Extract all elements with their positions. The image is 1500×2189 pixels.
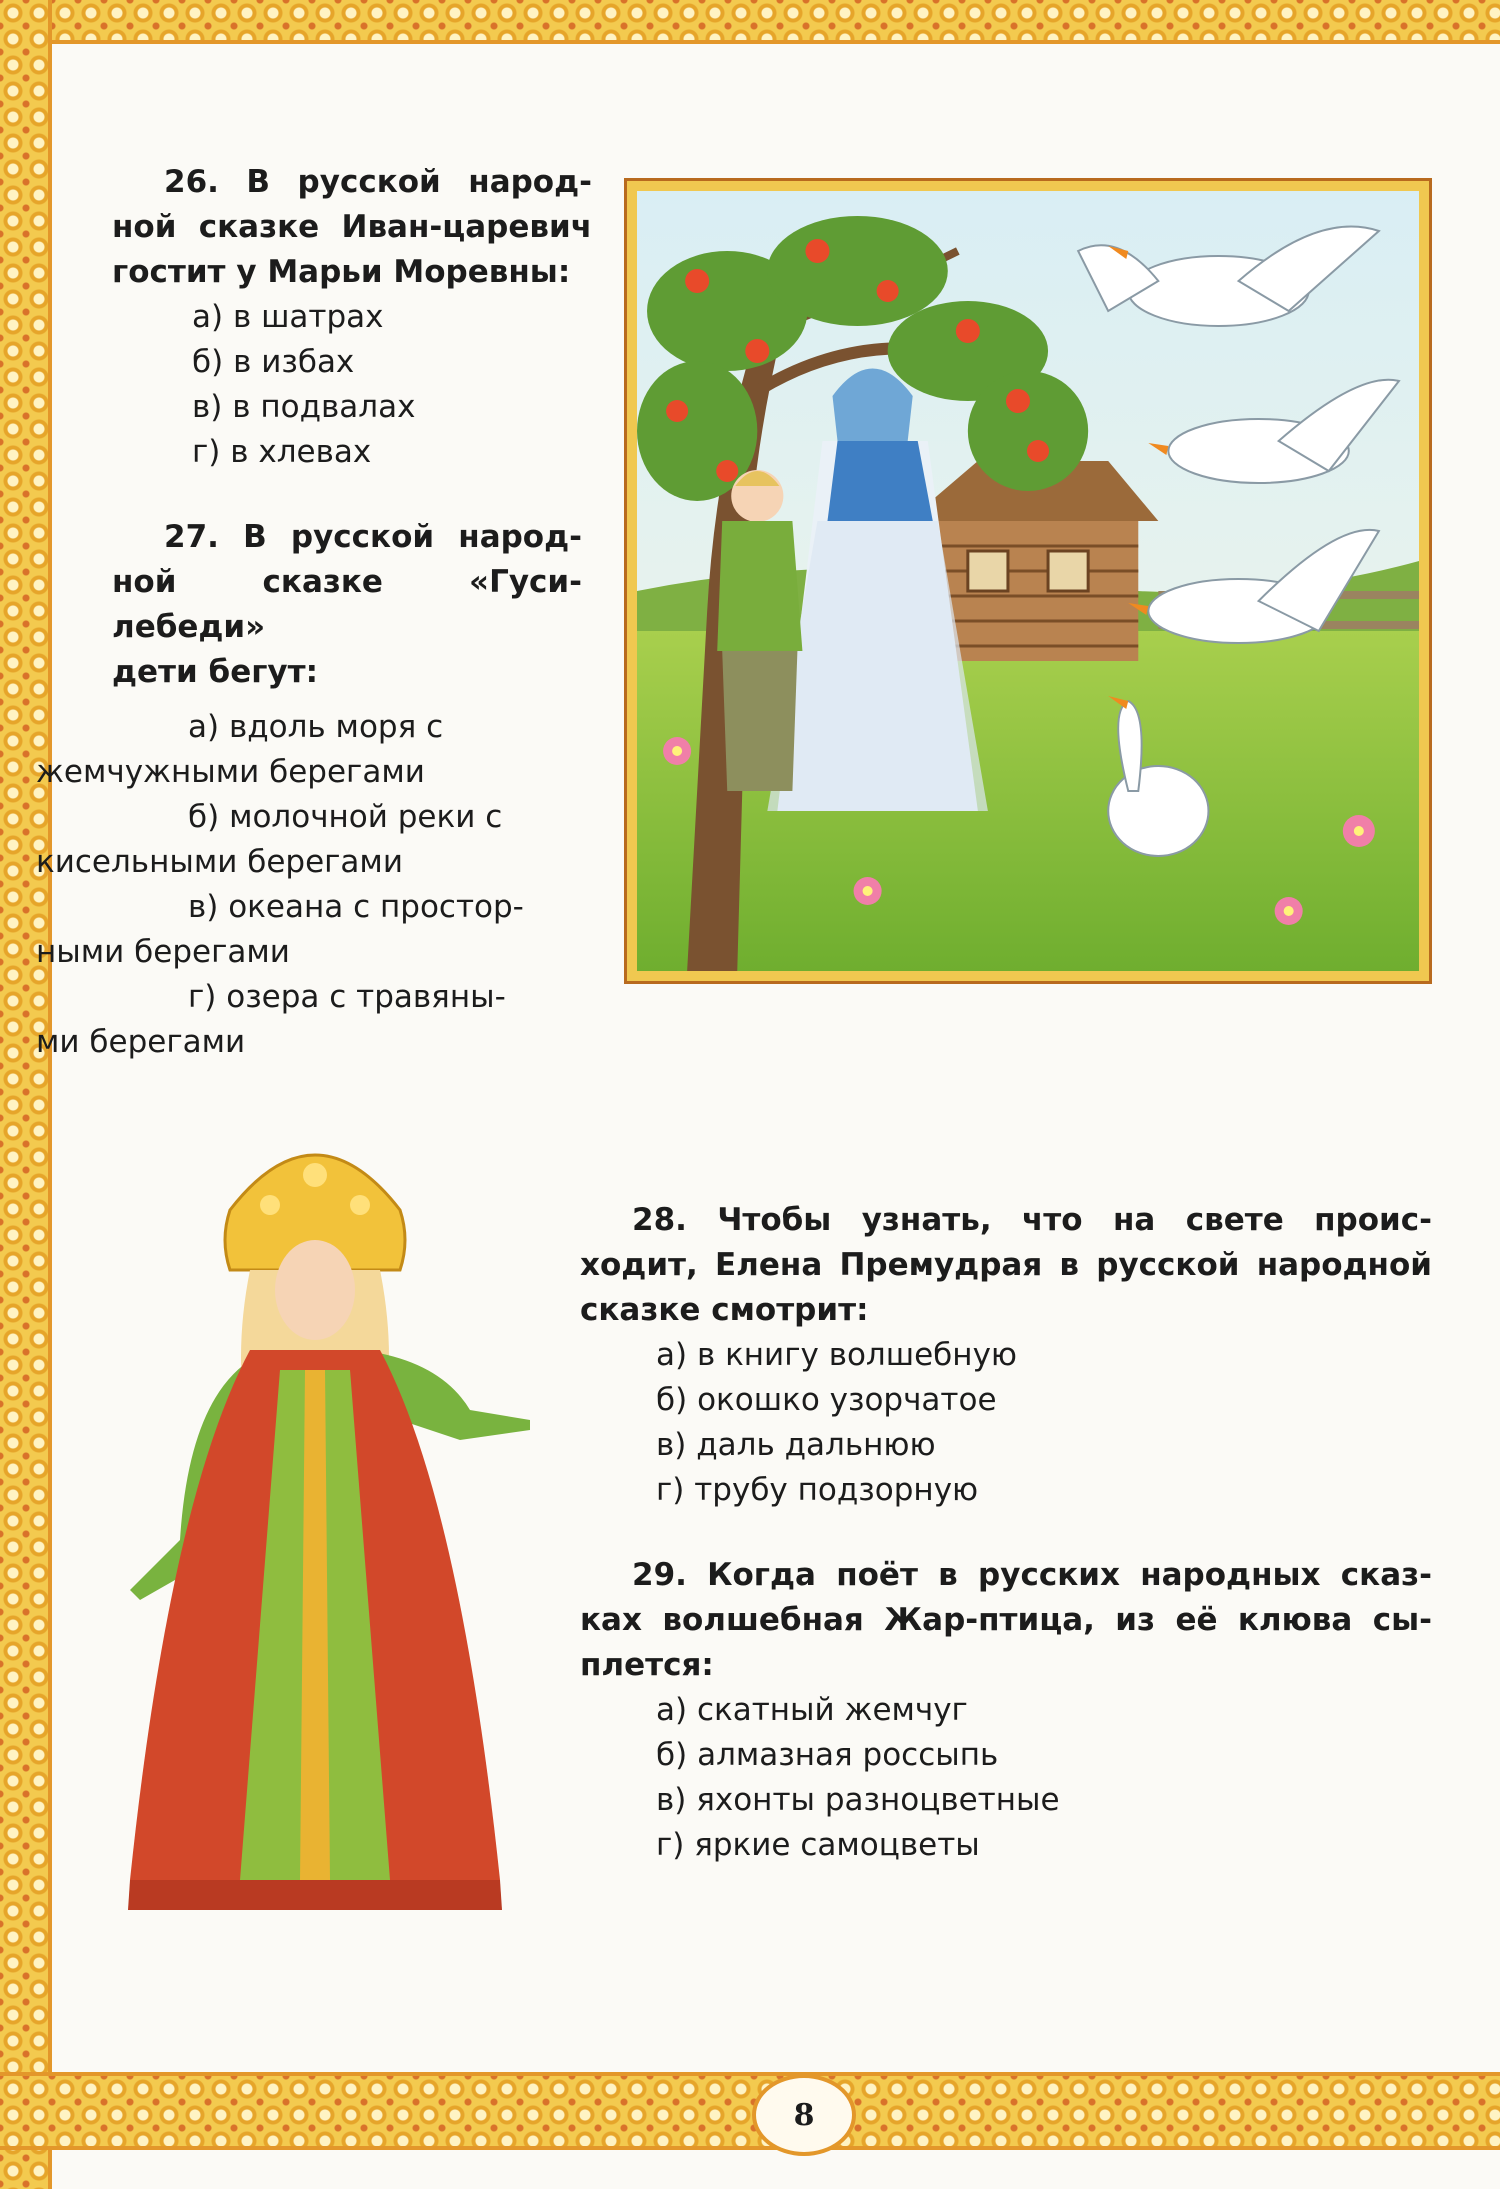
- page-number: 8: [752, 2074, 856, 2156]
- question-29: [580, 1553, 1432, 1868]
- answer-option: а) в книгу волшебную: [656, 1337, 1018, 1373]
- answer-options: [112, 295, 592, 475]
- question-title: 26. В русской народ- ной сказке Иван-царевич гостит у Марьи Моревны:: [112, 164, 592, 290]
- illustration-geese-swans: [624, 178, 1432, 984]
- question-28: [580, 1198, 1432, 1513]
- answer-options: [580, 1688, 1432, 1868]
- question-27: [36, 515, 582, 1065]
- question-26: [112, 160, 592, 475]
- answer-option: в) океана с простор- ными берегами: [36, 889, 524, 970]
- answer-options: [580, 1333, 1432, 1513]
- answer-option: г) трубу подзорную: [656, 1472, 979, 1508]
- answer-option: г) озера с травяны- ми берегами: [36, 979, 506, 1060]
- question-title: 27. В русской народ- ной сказке «Гуси-лебеди» дети бегут:: [112, 519, 582, 690]
- ornamental-border-top: [0, 0, 1500, 44]
- answer-option: а) скатный жемчуг: [656, 1692, 968, 1728]
- ornamental-border-bottom: [0, 2072, 1500, 2150]
- question-title: 29. Когда поёт в русских народных сказ- ках волшебная Жар-птица, из её клюва сы- плется:: [580, 1557, 1432, 1683]
- fairy-tale-scene-image: [637, 191, 1419, 971]
- answer-option: а) вдоль моря с жемчужными берегами: [36, 709, 444, 790]
- question-title: 28. Чтобы узнать, что на свете проис- ходит, Елена Премудрая в русской народной сказке смотрит:: [580, 1202, 1432, 1328]
- answer-option: б) окошко узорчатое: [656, 1382, 997, 1418]
- answer-option: г) яркие самоцветы: [656, 1827, 980, 1863]
- answer-option: г) в хлевах: [192, 434, 372, 470]
- answer-option: в) даль дальнюю: [656, 1427, 936, 1463]
- ornamental-border-left: [0, 0, 52, 2189]
- answer-option: б) в избах: [192, 344, 355, 380]
- princess-kokoshnik-image: [110, 1120, 580, 1920]
- answer-option: в) яхонты разноцветные: [656, 1782, 1060, 1818]
- answer-option: в) в подвалах: [192, 389, 416, 425]
- answer-option: б) алмазная россыпь: [656, 1737, 999, 1773]
- answer-option: б) молочной реки с кисельными берегами: [36, 799, 503, 880]
- answer-option: а) в шатрах: [192, 299, 384, 335]
- answer-options: [36, 705, 582, 1065]
